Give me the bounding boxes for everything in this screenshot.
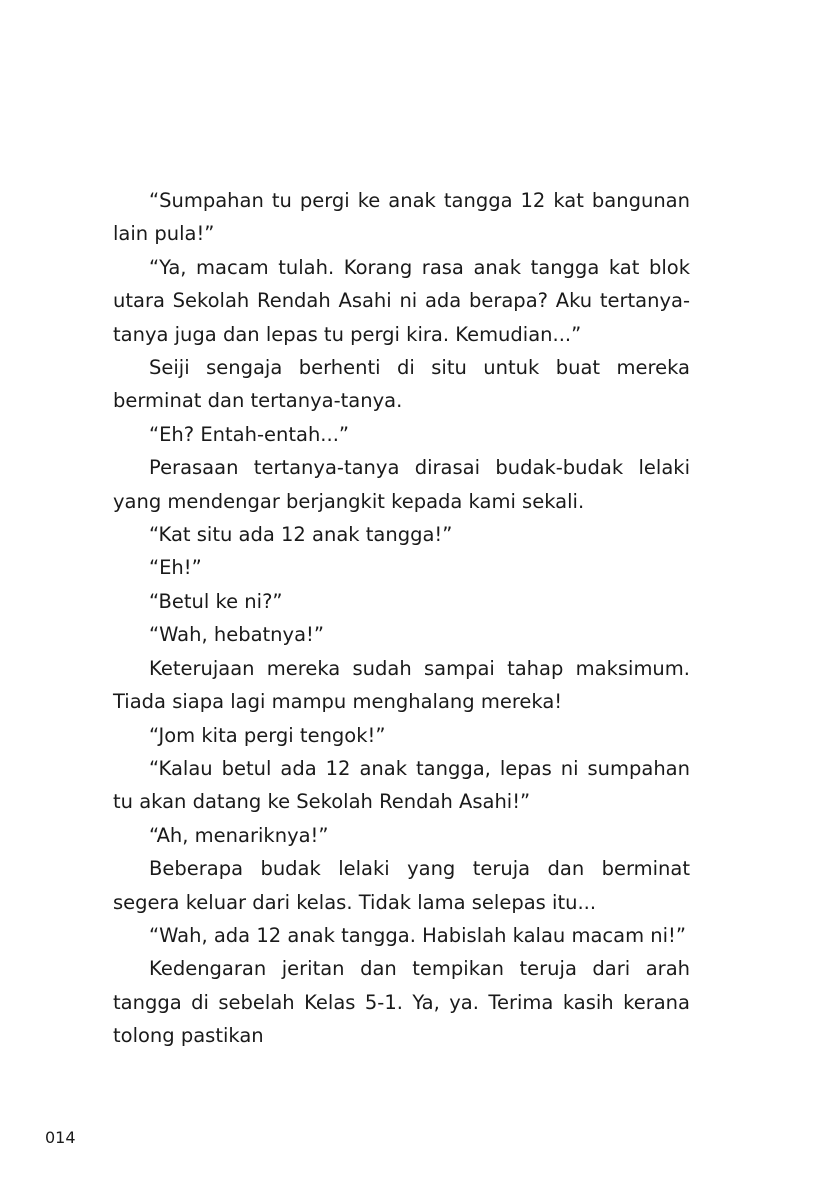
paragraph: Keterujaan mereka sudah sampai tahap maksimum. Tiada siapa lagi mampu menghalang mereka!: [113, 656, 690, 714]
paragraph: “Kalau betul ada 12 anak tangga, lepas ni sumpahan tu akan datang ke Sekolah Rendah Asahi!”: [113, 756, 690, 814]
paragraph: “Wah, hebatnya!”: [149, 623, 324, 647]
paragraph: Beberapa budak lelaki yang teruja dan berminat segera keluar dari kelas. Tidak lama selepas itu...: [113, 857, 690, 914]
book-page-text: [113, 184, 690, 1053]
paragraph: “Ah, menariknya!”: [149, 823, 329, 847]
paragraph: “Ya, macam tulah. Korang rasa anak tangga kat blok utara Sekolah Rendah Asahi ni ada berapa? Aku tertanya-tanya juga dan lepas tu pergi kira. Kemudian...”: [113, 255, 690, 346]
paragraph: Seiji sengaja berhenti di situ untuk buat mereka berminat dan tertanya-tanya.: [113, 356, 690, 413]
paragraph: “Kat situ ada 12 anak tangga!”: [149, 523, 453, 547]
paragraph: Kedengaran jeritan dan tempikan teruja dari arah tangga di sebelah Kelas 5-1. Ya, ya. Terima kasih kerana tolong pastikan: [113, 957, 690, 1048]
paragraph: “Jom kita pergi tengok!”: [149, 723, 386, 747]
paragraph: Perasaan tertanya-tanya dirasai budak-budak lelaki yang mendengar berjangkit kepada kami sekali.: [113, 456, 690, 513]
paragraph: “Betul ke ni?”: [149, 589, 283, 613]
page-number: 014: [45, 1128, 76, 1147]
paragraph: “Eh!”: [149, 556, 202, 580]
paragraph: “Wah, ada 12 anak tangga. Habislah kalau macam ni!”: [149, 923, 686, 947]
paragraph: “Sumpahan tu pergi ke anak tangga 12 kat bangunan lain pula!”: [113, 189, 690, 246]
paragraph: “Eh? Entah-entah...”: [149, 422, 350, 446]
